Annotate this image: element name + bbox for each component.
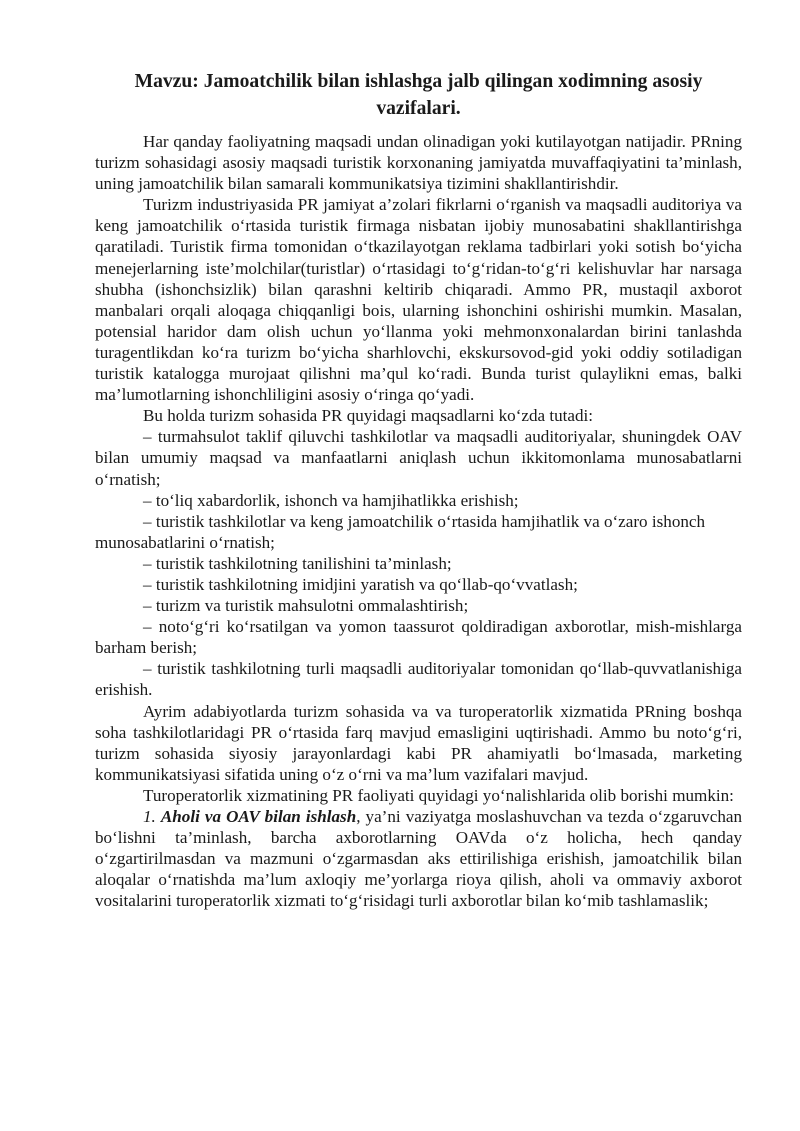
paragraph-tourism-industry: Turizm industriyasida PR jamiyat a’zolari fikrlarni o‘rganish va maqsadli auditoriya va keng jamoatchilik o‘rtasida turistik firmaga nisbatan ijobiy munosabatini shakllantirishga qaratiladi. Turistik firma tomonidan o‘tkazilayotgan reklama tadbirlari yoki sotish bo‘yicha menejerlarning iste’molchilar(turistlar) o‘rtasidagi to‘g‘ridan-to‘g‘ri kelishuvlar har narsaga shubha (ishonchsizlik) bilan qarashni keltirib chiqaradi. Ammo PR, mustaqil axborot manbalari orqali aloqaga chiqqanligi bois, ularning ishonchini oshirishi mumkin. Masalan, potensial haridor dam olish uchun yo‘llanma yoki mehmonxonalardan birini tanlashda turagentlikdan ko‘ra turizm bo‘yicha sharhlovchi, ekskursovod-gid yoki oddiy sotiladigan turistik katalogga murojaat qilishni ma’qul ko‘radi. Bunda turist qulaylikni emas, balki ma’lumotlarning ishonchliligini asosiy o‘ringa qo‘yadi. <box>95 195 742 405</box>
goal-list-item: – turistik tashkilotlar va keng jamoatchilik o‘rtasida hamjihatlik va o‘zaro ishonch munosabatlarini o‘rnatish; <box>95 511 706 552</box>
paragraph-pr-goal: Har qanday faoliyatning maqsadi undan olinadigan yoki kutilayotgan natijadir. PRning turizm sohasidagi asosiy maqsadi turistik korxonaning jamiyatda muvaffaqiyatini ta’minlash, uning jamoatchilik bilan samarali kommunikatsiya tizimini shakllantirishdir. <box>95 132 742 194</box>
paragraph-directions-intro: Turoperatorlik xizmatining PR faoliyati quyidagi yo‘nalishlarida olib borishi mumkin: <box>143 785 734 805</box>
goal-list-item: – turistik tashkilotning turli maqsadli auditoriyalar tomonidan qo‘llab-quvvatlanishiga erishish. <box>95 659 742 700</box>
goal-list-item: – turistik tashkilotning tanilishini ta’minlash; <box>143 553 452 573</box>
paragraph-direction-1 <box>95 806 742 911</box>
direction-text: , ya’ni vaziyatga moslashuvchan va tezda o‘zgaruvchan bo‘lishni ta’minlash, barcha axborotlarning OAVda o‘z holicha, hech qanday o‘zgartirilmasdan va mazmuni o‘zgarmasdan aks ettirilishiga erishish, jamoatchilik bilan aloqalar o‘rnatishda ma’lum axloqiy me’yorlarga rioya qilish, aholi va ommaviy axborot vositalarini turoperatorlik xizmati to‘g‘risidagi turli axborotlar bilan ko‘mib tashlamaslik; <box>95 807 742 911</box>
goal-list-item: – turistik tashkilotning imidjini yaratish va qo‘llab-qo‘vvatlash; <box>143 574 578 594</box>
goal-list-item: – turizm va turistik mahsulotni ommalashtirish; <box>143 596 469 616</box>
goal-list-item: – noto‘g‘ri ko‘rsatilgan va yomon taassurot qoldiradigan axborotlar, mish-mishlarga barham berish; <box>95 617 742 658</box>
direction-title: Aholi va OAV bilan ishlash <box>160 807 357 826</box>
document-title: Mavzu: Jamoatchilik bilan ishlashga jalb qilingan xodimning asosiy vazifalari. <box>134 71 703 119</box>
paragraph-goals-intro: Bu holda turizm sohasida PR quyidagi maqsadlarni ko‘zda tutadi: <box>143 406 594 426</box>
direction-number: 1. <box>143 807 161 826</box>
paragraph-literature: Ayrim adabiyotlarda turizm sohasida va va turoperatorlik xizmatida PRning boshqa soha tashkilotlaridagi PR o‘rtasida farq mavjud emasligini uqtirishadi. Ammo bu noto‘g‘ri, turizm sohasida siyosiy jarayonlardagi kabi PR ahamiyatli bo‘lmasada, marketing kommunikatsiyasi sifatida uning o‘z o‘rni va ma’lum vazifalari mavjud. <box>95 701 742 784</box>
goal-list-item: – to‘liq xabardorlik, ishonch va hamjihatlikka erishish; <box>143 490 519 510</box>
goal-list-item: – turmahsulot taklif qiluvchi tashkilotlar va maqsadli auditoriyalar, shuningdek OAV bilan umumiy maqsad va manfaatlarni aniqlash uchun ikkitomonlama munosabatlarni o‘rnatish; <box>95 427 742 489</box>
